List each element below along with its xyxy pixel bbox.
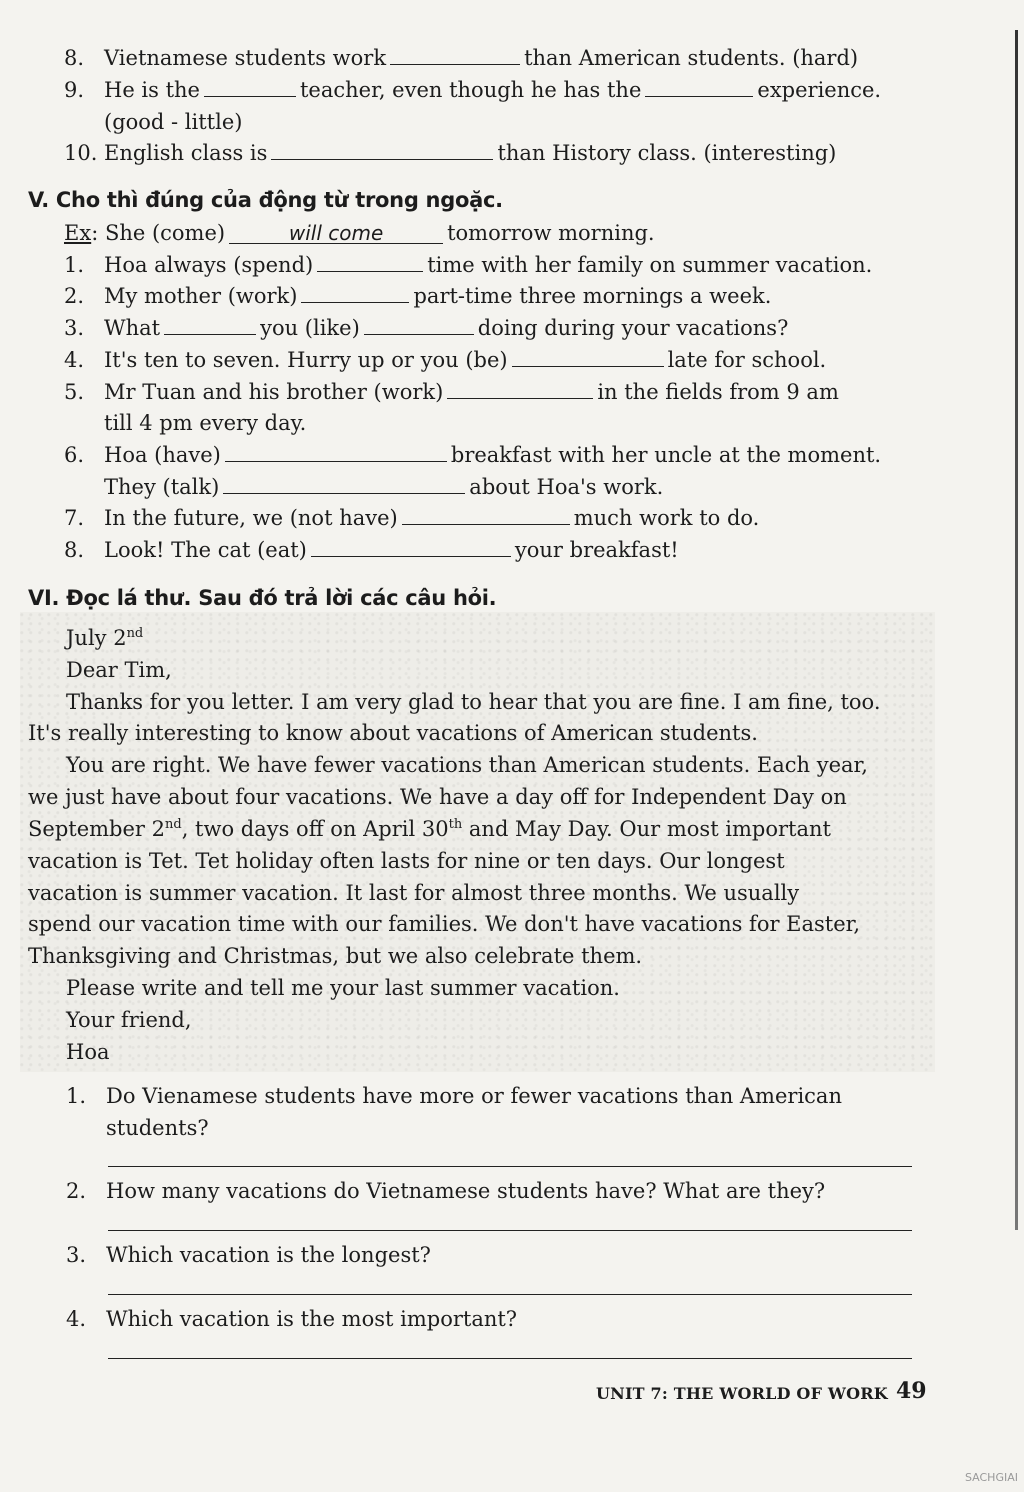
letter-line: vacation is summer vacation. It last for almost three months. We usually [28, 881, 800, 905]
letter-line: Thanksgiving and Christmas, but we also celebrate them. [28, 944, 643, 968]
question-number: 1. [66, 1084, 87, 1108]
letter-line: You are right. We have fewer vacations than American students. Each year, [66, 753, 868, 777]
answer-blank[interactable] [271, 139, 493, 160]
letter-greeting: Dear Tim, [66, 658, 172, 682]
letter-line: vacation is Tet. Tet holiday often lasts for nine or ten days. Our longest [28, 849, 785, 873]
answer-blank[interactable] [512, 346, 664, 367]
exercise-item: My mother (work) part-time three mornings a week. [104, 284, 772, 308]
question-text: How many vacations do Vietnamese students have? What are they? [106, 1179, 826, 1203]
exercise-item: What you (like) doing during your vacations? [104, 316, 789, 340]
exercise-item: It's ten to seven. Hurry up or you (be) late for school. [104, 348, 827, 372]
answer-line[interactable] [108, 1294, 912, 1295]
question-number: 4. [66, 1307, 87, 1331]
answer-blank[interactable] [645, 76, 753, 97]
item-number: 6. [64, 443, 85, 467]
answer-blank[interactable] [364, 314, 474, 335]
answer-blank[interactable] [311, 536, 511, 557]
question-text: students? [106, 1116, 209, 1140]
page-number: 49 [896, 1378, 927, 1404]
item-number: 8. [64, 538, 85, 562]
letter-line: September 2nd, two days off on April 30th and May Day. Our most important [28, 817, 831, 841]
exercise-item: He is the teacher, even though he has the experience. [104, 78, 882, 102]
exercise-item: In the future, we (not have) much work to do. [104, 506, 760, 530]
section-heading: VI. Đọc lá thư. Sau đó trả lời các câu hỏi. [28, 586, 497, 610]
item-number: 5. [64, 380, 85, 404]
exercise-item: Hoa (have) breakfast with her uncle at the moment. [104, 443, 882, 467]
letter-line: It's really interesting to know about vacations of American students. [28, 721, 758, 745]
footer-unit-title: UNIT 7: THE WORLD OF WORK [596, 1384, 888, 1403]
letter-date: July 2nd [66, 626, 144, 650]
exercise-item: Look! The cat (eat) your breakfast! [104, 538, 679, 562]
exercise-continuation: till 4 pm every day. [104, 411, 307, 435]
answer-blank[interactable] [402, 504, 570, 525]
answer-line[interactable] [108, 1166, 912, 1167]
item-number: 8. [64, 46, 85, 70]
question-text: Which vacation is the longest? [106, 1243, 431, 1267]
answer-blank[interactable] [164, 314, 256, 335]
example-answer: will come [229, 219, 443, 244]
answer-blank[interactable] [204, 76, 296, 97]
letter-closing: Your friend, [66, 1008, 192, 1032]
question-text: Which vacation is the most important? [106, 1307, 518, 1331]
answer-line[interactable] [108, 1230, 912, 1231]
question-number: 2. [66, 1179, 87, 1203]
letter-signature: Hoa [66, 1040, 110, 1064]
answer-blank[interactable] [225, 441, 447, 462]
section-heading: V. Cho thì đúng của động từ trong ngoặc. [28, 188, 503, 212]
answer-blank[interactable] [447, 378, 593, 399]
item-number: 9. [64, 78, 85, 102]
question-number: 3. [66, 1243, 87, 1267]
letter-line: we just have about four vacations. We have a day off for Independent Day on [28, 785, 847, 809]
exercise-hint: (good - little) [104, 110, 243, 134]
exercise-item: Hoa always (spend) time with her family on summer vacation. [104, 253, 873, 277]
page-edge [1015, 30, 1018, 1230]
exercise-item: Mr Tuan and his brother (work) in the fields from 9 am [104, 380, 839, 404]
question-text: Do Vienamese students have more or fewer vacations than American [106, 1084, 842, 1108]
answer-blank[interactable] [390, 44, 520, 65]
item-number: 2. [64, 284, 85, 308]
item-number: 10. [64, 141, 98, 165]
answer-blank[interactable] [223, 473, 465, 494]
item-number: 4. [64, 348, 85, 372]
answer-line[interactable] [108, 1358, 912, 1359]
letter-line: Please write and tell me your last summer vacation. [66, 976, 620, 1000]
answer-blank[interactable] [301, 282, 409, 303]
item-number: 3. [64, 316, 85, 340]
answer-blank[interactable] [317, 251, 423, 272]
letter-line: Thanks for you letter. I am very glad to hear that you are fine. I am fine, too. [66, 690, 881, 714]
exercise-continuation: They (talk) about Hoa's work. [104, 475, 664, 499]
letter-line: spend our vacation time with our families. We don't have vacations for Easter, [28, 912, 861, 936]
exercise-item: English class is than History class. (interesting) [104, 141, 837, 165]
example-item: Ex: She (come) will come tomorrow morning. [64, 221, 655, 245]
item-number: 7. [64, 506, 85, 530]
exercise-item: Vietnamese students work than American students. (hard) [104, 46, 859, 70]
item-number: 1. [64, 253, 85, 277]
watermark-logo: SACHGIAI [964, 1471, 1018, 1484]
